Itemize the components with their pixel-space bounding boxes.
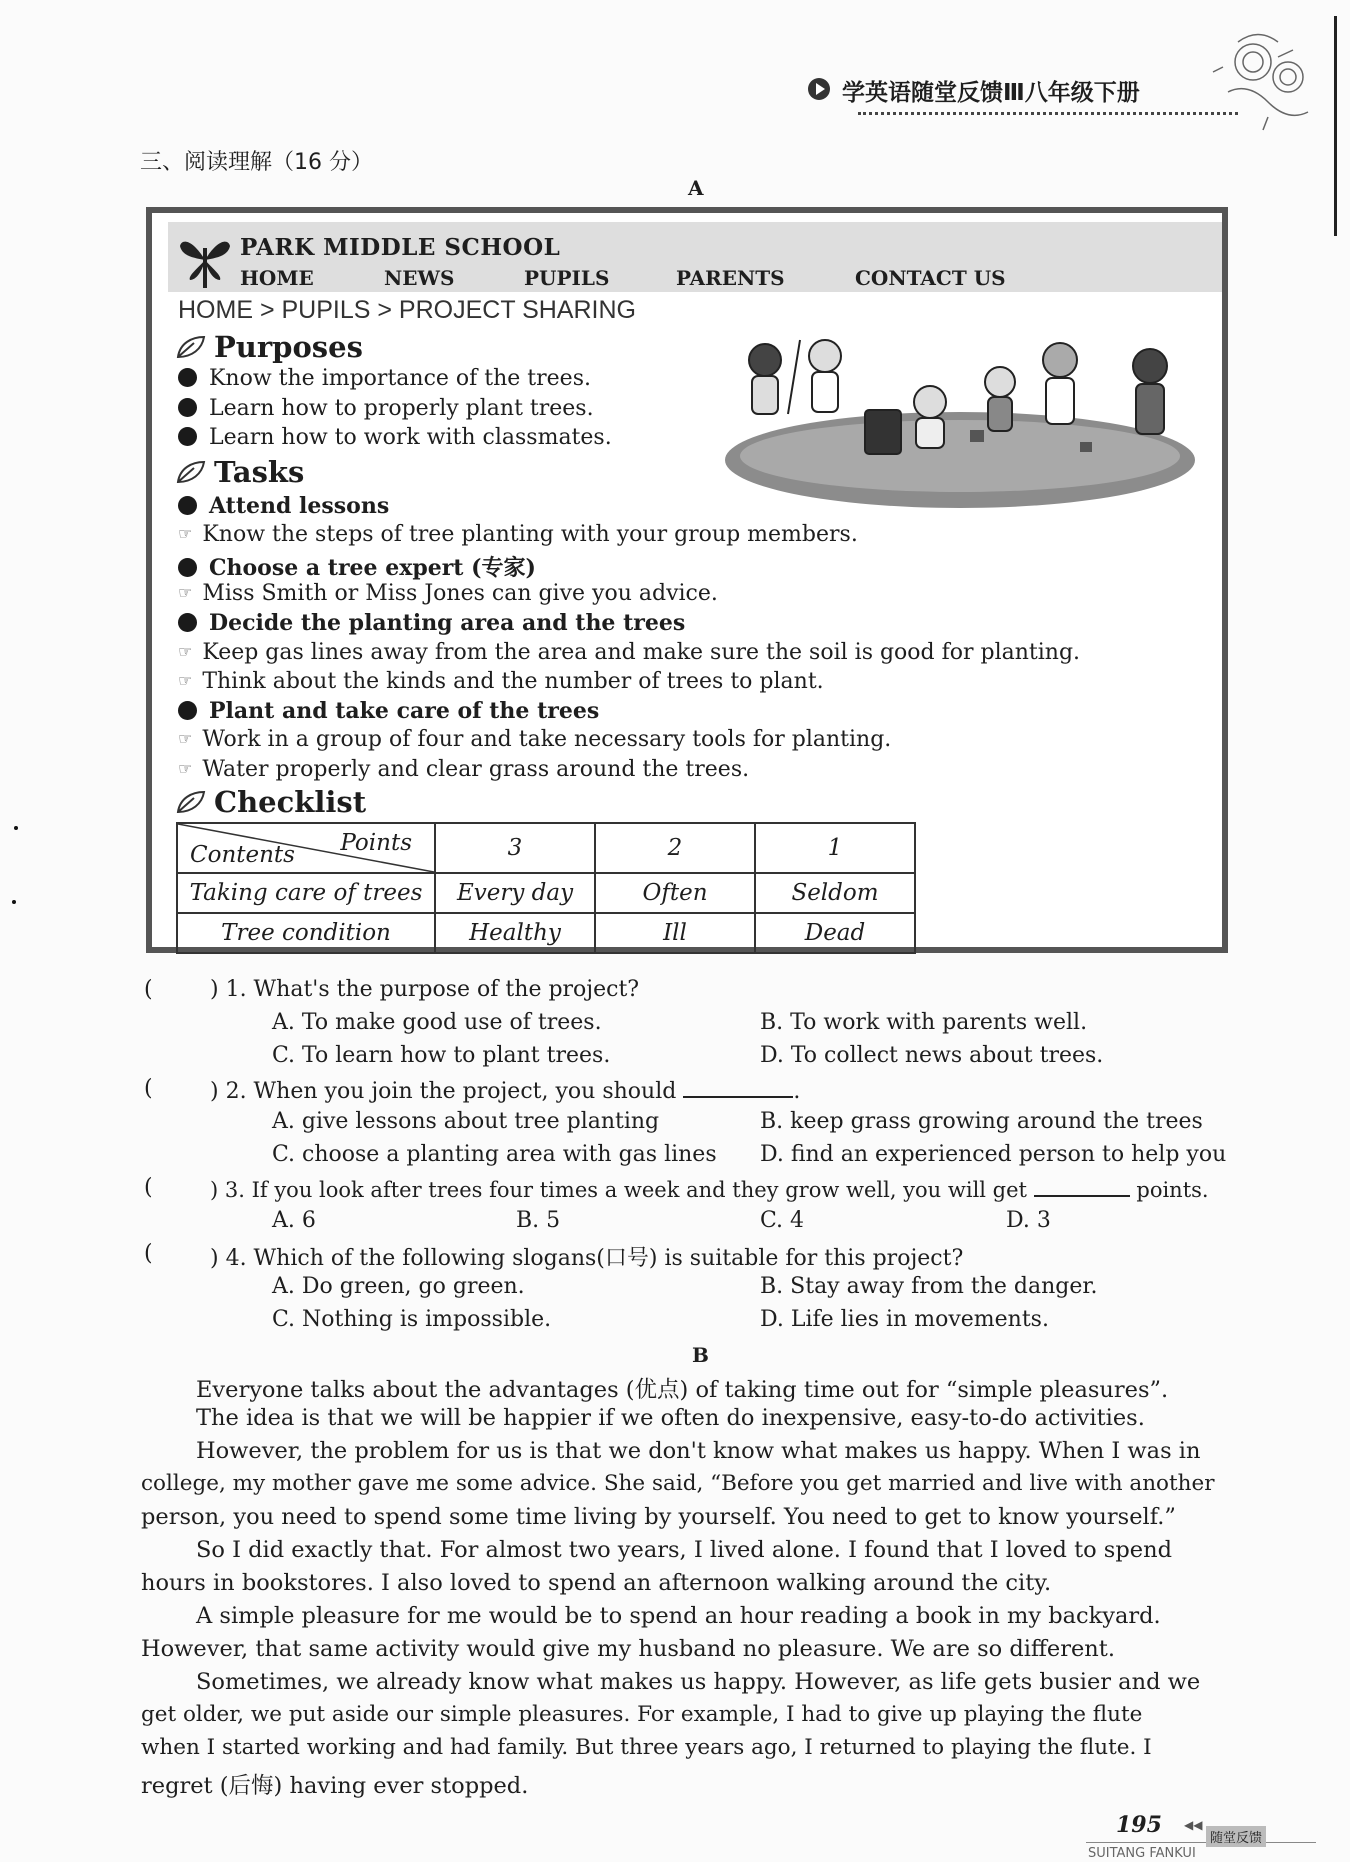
passage-line: Everyone talks about the advantages (优点) of taking time out for “simple pleasures”. [196, 1377, 1169, 1403]
scan-mark [12, 900, 16, 904]
table-cell: Every day [435, 873, 595, 913]
pointing-hand-icon: ☞ [178, 671, 193, 690]
play-bullet-icon [808, 78, 830, 100]
task-title: Choose a tree expert (专家) [178, 551, 536, 582]
points-header: 1 [755, 823, 915, 873]
nav-pupils[interactable]: PUPILS [524, 266, 610, 290]
option[interactable]: A. 6 [272, 1208, 316, 1233]
footer-rule [1086, 1842, 1316, 1843]
nav-news[interactable]: NEWS [384, 266, 455, 290]
question-stem: ) 2. When you join the project, you should . [210, 1076, 800, 1104]
passage-line: A simple pleasure for me would be to spend an hour reading a book in my backyard. [196, 1603, 1161, 1629]
table-cell: Often [595, 873, 755, 913]
breadcrumb: HOME > PUPILS > PROJECT SHARING [178, 296, 636, 324]
answer-paren[interactable]: ( [144, 977, 153, 1002]
option[interactable]: C. choose a planting area with gas lines [272, 1142, 717, 1167]
answer-paren[interactable]: ( [144, 1175, 153, 1200]
task-note: ☞ Miss Smith or Miss Jones can give you advice. [178, 581, 718, 606]
leaf-icon [176, 332, 206, 366]
table-cell: Healthy [435, 913, 595, 953]
table-cell: Ill [595, 913, 755, 953]
option[interactable]: B. keep grass growing around the trees [760, 1109, 1203, 1134]
school-logo-icon [178, 230, 232, 294]
option[interactable]: D. Life lies in movements. [760, 1307, 1049, 1332]
option[interactable]: B. To work with parents well. [760, 1010, 1088, 1035]
passage-line: However, the problem for us is that we don't know what makes us happy. When I was in [196, 1438, 1201, 1464]
question-stem: ) 4. Which of the following slogans(口号) is suitable for this project? [210, 1246, 964, 1271]
flower-decoration-icon [1208, 22, 1318, 136]
task-note: ☞ Work in a group of four and take necessary tools for planting. [178, 727, 892, 752]
option[interactable]: D. To collect news about trees. [760, 1043, 1104, 1068]
book-header-title: 学英语随堂反馈Ⅲ八年级下册 [842, 80, 1140, 106]
pointing-hand-icon: ☞ [178, 729, 193, 748]
answer-blank[interactable] [683, 1076, 793, 1098]
task-title: Attend lessons [178, 493, 389, 519]
points-header: 2 [595, 823, 755, 873]
checklist-corner-header [177, 823, 435, 873]
option[interactable]: C. Nothing is impossible. [272, 1307, 552, 1332]
header-contents: Contents [190, 842, 295, 868]
passage-line: person, you need to spend some time living by yourself. You need to get to know yourself.” [141, 1504, 1176, 1530]
children-planting-illustration [720, 330, 1200, 514]
passage-line: So I did exactly that. For almost two years, I lived alone. I found that I loved to spend [196, 1537, 1172, 1563]
leaf-icon [176, 787, 206, 821]
passage-line: However, that same activity would give my husband no pleasure. We are so different. [141, 1636, 1115, 1662]
option[interactable]: B. 5 [516, 1208, 561, 1233]
double-arrow-icon: ◀◀ [1184, 1818, 1203, 1832]
option[interactable]: C. To learn how to plant trees. [272, 1043, 611, 1068]
nav-contact-us[interactable]: CONTACT US [855, 266, 1006, 290]
nav-home[interactable]: HOME [240, 266, 314, 290]
page-number: 195 [1116, 1812, 1162, 1838]
task-note: ☞ Know the steps of tree planting with your group members. [178, 522, 858, 547]
question-stem: ) 1. What's the purpose of the project? [210, 977, 640, 1002]
option[interactable]: D. 3 [1006, 1208, 1051, 1233]
row-label: Tree condition [177, 913, 435, 953]
passage-line: regret (后悔) having ever stopped. [141, 1773, 529, 1799]
question-stem: ) 3. If you look after trees four times a week and they grow well, you will get points. [210, 1175, 1209, 1202]
table-cell: Dead [755, 913, 915, 953]
tasks-heading: Tasks [176, 455, 304, 491]
option[interactable]: A. To make good use of trees. [272, 1010, 602, 1035]
row-label: Taking care of trees [177, 873, 435, 913]
footer-brand-cn: 随堂反馈 [1206, 1826, 1266, 1847]
pointing-hand-icon: ☞ [178, 583, 193, 602]
option[interactable]: A. Do green, go green. [272, 1274, 525, 1299]
page-edge-rule [1334, 16, 1337, 236]
passage-line: Sometimes, we already know what makes us happy. However, as life gets busier and we [196, 1669, 1201, 1695]
header-points: Points [340, 830, 412, 856]
purpose-item: Learn how to properly plant trees. [178, 396, 594, 421]
option[interactable]: C. 4 [760, 1208, 805, 1233]
scan-mark [14, 826, 18, 830]
checklist-table [176, 822, 916, 954]
purpose-item: Learn how to work with classmates. [178, 425, 612, 450]
option[interactable]: B. Stay away from the danger. [760, 1274, 1098, 1299]
pointing-hand-icon: ☞ [178, 642, 193, 661]
task-title: Decide the planting area and the trees [178, 610, 685, 636]
pointing-hand-icon: ☞ [178, 524, 193, 543]
task-note: ☞ Think about the kinds and the number of trees to plant. [178, 669, 824, 694]
task-title: Plant and take care of the trees [178, 698, 599, 724]
pointing-hand-icon: ☞ [178, 759, 193, 778]
leaf-icon [176, 457, 206, 491]
purpose-item: Know the importance of the trees. [178, 366, 591, 391]
checklist-heading: Checklist [176, 785, 366, 821]
task-note: ☞ Keep gas lines away from the area and make sure the soil is good for planting. [178, 640, 1081, 665]
answer-paren[interactable]: ( [144, 1241, 153, 1266]
passage-line: get older, we put aside our simple pleasures. For example, I had to give up playing the flute [141, 1702, 1143, 1727]
answer-paren[interactable]: ( [144, 1076, 153, 1101]
table-cell: Seldom [755, 873, 915, 913]
passage-line: hours in bookstores. I also loved to spend an afternoon walking around the city. [141, 1570, 1052, 1596]
task-note: ☞ Water properly and clear grass around the trees. [178, 757, 750, 782]
school-name: PARK MIDDLE SCHOOL [240, 234, 561, 261]
passage-line: college, my mother gave me some advice. She said, “Before you get married and live with another [141, 1471, 1215, 1496]
option[interactable]: A. give lessons about tree planting [272, 1109, 660, 1134]
header-divider [858, 112, 1238, 115]
nav-parents[interactable]: PARENTS [676, 266, 785, 290]
purposes-heading: Purposes [176, 330, 363, 366]
passage-line: when I started working and had family. But three years ago, I returned to playing the flute. I [141, 1735, 1152, 1760]
section-title: 三、阅读理解（16 分） [140, 150, 373, 175]
part-b-label: B [692, 1343, 709, 1367]
answer-blank[interactable] [1034, 1175, 1130, 1197]
points-header: 3 [435, 823, 595, 873]
part-a-label: A [688, 176, 704, 200]
passage-line: The idea is that we will be happier if we often do inexpensive, easy-to-do activities. [196, 1405, 1145, 1431]
footer-brand-en: SUITANG FANKUI [1088, 1846, 1196, 1861]
option[interactable]: D. find an experienced person to help you [760, 1142, 1227, 1167]
